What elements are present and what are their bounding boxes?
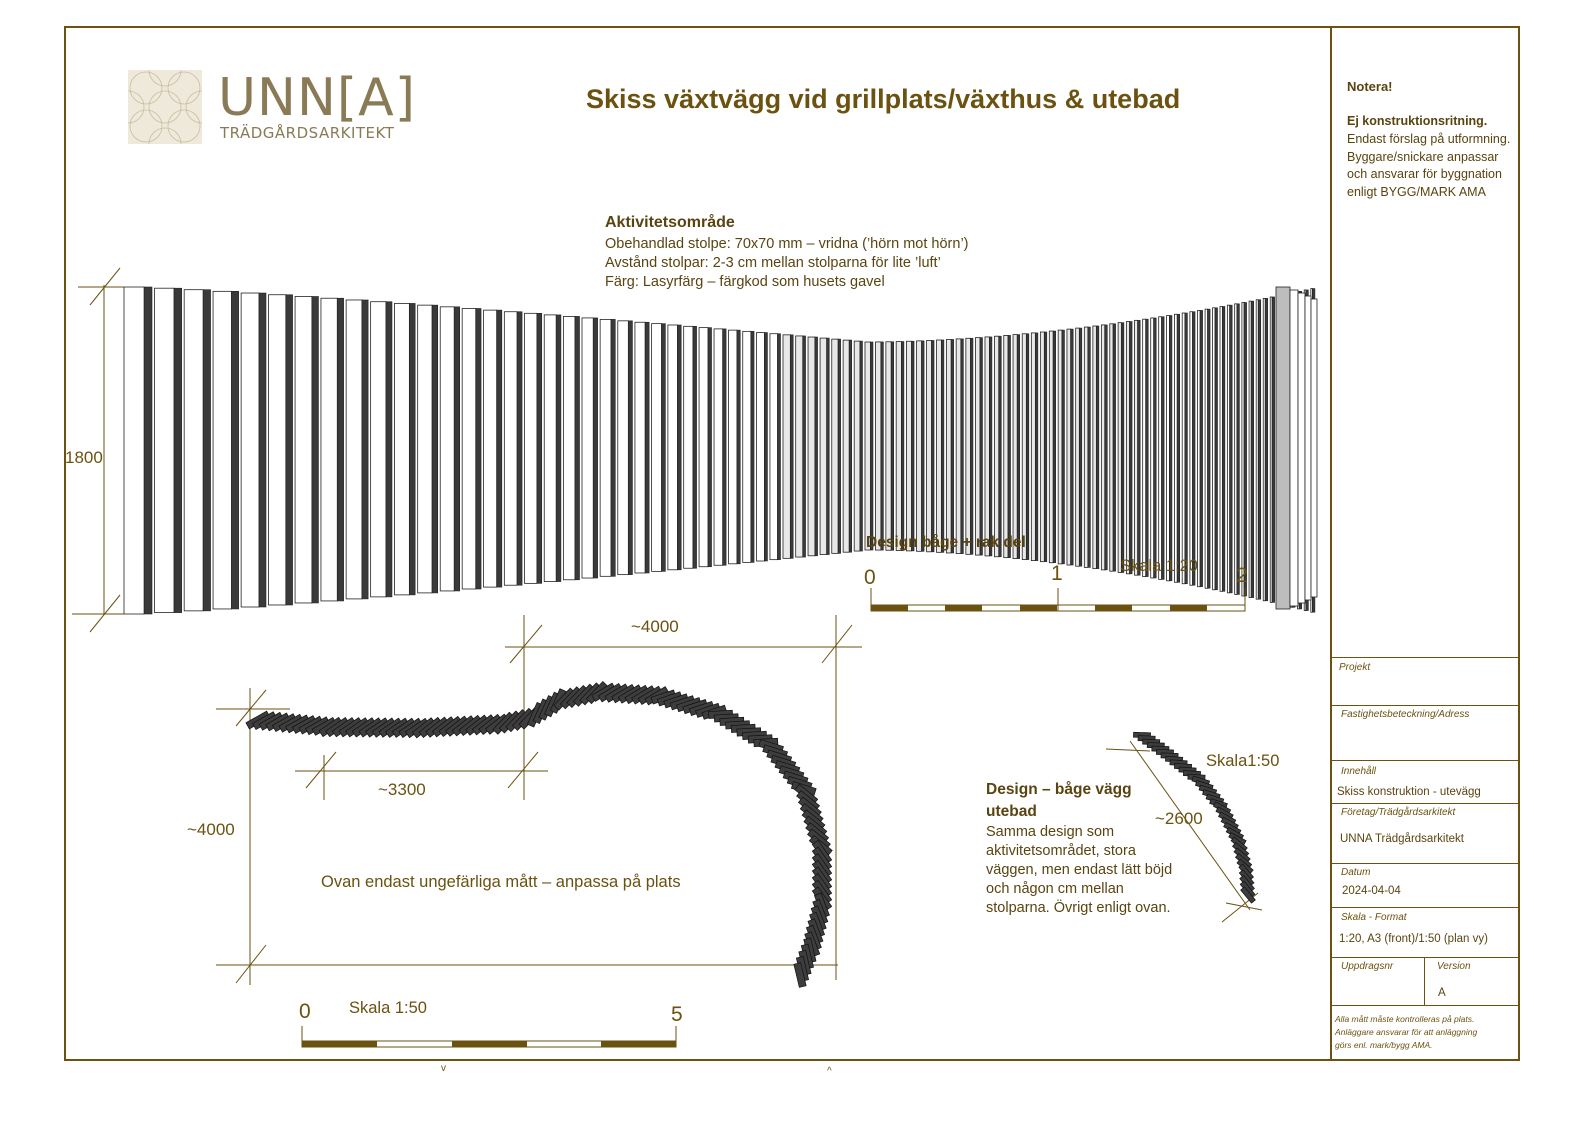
front-post-side bbox=[476, 308, 481, 589]
front-post-side bbox=[951, 339, 954, 552]
front-post-face bbox=[1159, 317, 1162, 580]
front-post-face bbox=[1213, 308, 1215, 590]
front-post-side bbox=[1017, 335, 1020, 559]
front-post-face bbox=[1190, 312, 1193, 585]
front-post-face bbox=[440, 307, 454, 591]
front-post-side bbox=[891, 342, 894, 550]
front-post-side bbox=[286, 295, 293, 605]
tb-version-label: Version bbox=[1437, 961, 1471, 972]
tb-divider bbox=[1332, 863, 1520, 864]
front-scale-tick: 2 bbox=[1236, 564, 1248, 587]
front-post-face bbox=[1167, 316, 1170, 581]
front-post-face bbox=[985, 337, 989, 556]
front-post-side bbox=[708, 328, 711, 567]
front-post-side bbox=[970, 338, 973, 554]
front-post-face bbox=[699, 328, 708, 567]
front-post-side bbox=[677, 325, 681, 570]
front-post-side bbox=[575, 316, 580, 579]
front-post-face bbox=[1220, 307, 1222, 592]
front-post-side bbox=[827, 338, 830, 554]
tb-version-divider bbox=[1424, 957, 1425, 1005]
front-post-face bbox=[582, 318, 593, 578]
front-post-face bbox=[1004, 335, 1008, 557]
front-post-side bbox=[1053, 331, 1056, 563]
logo-subtitle: TRÄDGÅRDSARKITEKT bbox=[220, 124, 395, 142]
front-post-face bbox=[906, 341, 911, 551]
front-post-face bbox=[770, 334, 778, 560]
front-post-side bbox=[1265, 298, 1268, 600]
front-post-face bbox=[1058, 330, 1062, 564]
front-post-side bbox=[1244, 302, 1247, 596]
front-post-face bbox=[1049, 331, 1053, 563]
front-post-side bbox=[870, 342, 873, 550]
front-post-side bbox=[1121, 323, 1124, 573]
tb-divider bbox=[1332, 657, 1520, 658]
front-post-face bbox=[783, 335, 790, 559]
front-post-side bbox=[999, 336, 1002, 557]
front-post-face bbox=[1235, 304, 1237, 595]
front-post-side bbox=[662, 324, 666, 572]
front-post-side bbox=[556, 315, 561, 582]
front-post-face bbox=[975, 338, 980, 555]
front-end-post bbox=[1311, 299, 1317, 597]
front-post-side bbox=[259, 293, 266, 607]
front-post-side bbox=[1096, 326, 1099, 569]
plan-straight-label: ~3300 bbox=[378, 780, 426, 799]
front-post-face bbox=[1110, 324, 1113, 571]
front-post-face bbox=[1067, 329, 1071, 565]
front-post-side bbox=[174, 288, 182, 612]
front-post-side bbox=[1251, 301, 1254, 597]
front-post-face bbox=[462, 308, 476, 589]
tb-datum-value: 2024-04-04 bbox=[1342, 885, 1401, 897]
front-post-face bbox=[295, 296, 312, 602]
front-post-side bbox=[764, 333, 767, 561]
tb-foretag-label: Företag/Trädgårdsarkitekt bbox=[1341, 807, 1456, 818]
front-post-face bbox=[966, 338, 971, 554]
front-post-face bbox=[184, 290, 203, 611]
plan-scale-tick: 5 bbox=[671, 1003, 683, 1026]
front-post-side bbox=[1230, 305, 1233, 593]
front-post-face bbox=[946, 339, 951, 552]
bath-line: och någon cm mellan bbox=[986, 881, 1124, 897]
front-post-side bbox=[203, 290, 210, 611]
front-end-post bbox=[1276, 287, 1290, 609]
front-post-face bbox=[994, 336, 998, 557]
front-post-side bbox=[723, 329, 726, 565]
front-post-face bbox=[1135, 320, 1138, 575]
front-post-side bbox=[1035, 333, 1038, 561]
activity-heading: Aktivitetsområde bbox=[605, 214, 735, 231]
front-post-side bbox=[693, 326, 697, 568]
plan-depth-label: ~4000 bbox=[187, 820, 235, 839]
front-post-side bbox=[362, 300, 368, 599]
front-post-face bbox=[757, 333, 765, 561]
front-scale-bar bbox=[871, 588, 1245, 611]
front-post-side bbox=[497, 310, 502, 587]
bath-heading: utebad bbox=[986, 803, 1037, 820]
tb-divider bbox=[1332, 760, 1520, 761]
front-post-side bbox=[1154, 318, 1157, 578]
front-post-face bbox=[886, 342, 891, 550]
front-post-face bbox=[1242, 302, 1244, 596]
front-scale-tick: 0 bbox=[864, 566, 876, 589]
front-post-face bbox=[1198, 310, 1201, 586]
bath-heading: Design – båge vägg bbox=[986, 781, 1132, 798]
tb-divider bbox=[1332, 705, 1520, 706]
tb-divider bbox=[1332, 957, 1520, 958]
front-post-side bbox=[1237, 304, 1240, 595]
front-post-side bbox=[1088, 327, 1091, 567]
bath-line: väggen, men endast lätt böjd bbox=[986, 862, 1173, 878]
front-post-face bbox=[1126, 322, 1129, 574]
plan-scale-bar bbox=[302, 1026, 676, 1047]
front-post-face bbox=[371, 302, 386, 597]
front-post-face bbox=[1143, 319, 1146, 576]
tb-divider bbox=[1332, 907, 1520, 908]
front-post-face bbox=[563, 316, 575, 579]
front-post-side bbox=[989, 337, 992, 556]
plan-posts bbox=[246, 682, 832, 988]
front-post-face bbox=[155, 288, 175, 612]
tb-fastighet-label: Fastighetsbeteckning/Adress bbox=[1341, 709, 1470, 720]
front-post-side bbox=[1071, 329, 1074, 565]
front-post-side bbox=[901, 342, 904, 551]
front-post-face bbox=[346, 300, 362, 599]
tb-innehall-label: Innehåll bbox=[1341, 766, 1377, 777]
front-post-face bbox=[600, 319, 611, 576]
front-post-face bbox=[865, 342, 870, 550]
front-post-side bbox=[1222, 307, 1225, 592]
front-post-side bbox=[537, 313, 542, 583]
bath-line: stolparna. Övrigt enligt ovan. bbox=[986, 900, 1171, 916]
note-line: Endast förslag på utformning. bbox=[1347, 132, 1511, 146]
front-post-side bbox=[932, 340, 935, 551]
front-post-face bbox=[268, 295, 285, 605]
tb-divider bbox=[1332, 1005, 1520, 1006]
tb-innehall-value: Skiss konstruktion - utevägg bbox=[1337, 786, 1481, 798]
front-post-side bbox=[815, 337, 818, 556]
tb-footnote-line: görs enl. mark/bygg AMA. bbox=[1335, 1040, 1433, 1050]
front-post-side bbox=[454, 307, 459, 591]
front-post-face bbox=[937, 340, 942, 552]
front-post-face bbox=[832, 339, 838, 553]
front-post-face bbox=[1093, 326, 1096, 569]
tb-divider bbox=[1332, 803, 1520, 804]
front-post-face bbox=[875, 342, 880, 550]
front-post-face bbox=[743, 331, 751, 562]
plan-dimensions bbox=[216, 615, 862, 985]
front-post-side bbox=[1044, 332, 1047, 562]
front-post-side bbox=[922, 341, 925, 551]
tb-foretag-value: UNNA Trädgårdsarkitekt bbox=[1340, 833, 1464, 845]
front-post-side bbox=[912, 341, 915, 551]
front-post-face bbox=[1040, 332, 1044, 562]
front-post-side bbox=[737, 330, 740, 564]
front-post-face bbox=[484, 310, 497, 587]
front-post-side bbox=[961, 339, 964, 554]
front-post-face bbox=[843, 340, 849, 552]
front-post-side bbox=[1162, 317, 1165, 580]
mark-bottom-right: ^ bbox=[827, 1066, 832, 1077]
mark-bottom-left: v bbox=[441, 1063, 446, 1074]
front-post-face bbox=[418, 305, 432, 593]
bath-scale-label: Skala1:50 bbox=[1206, 752, 1280, 770]
activity-line: Färg: Lasyrfärg – färgkod som husets gavel bbox=[605, 274, 885, 290]
front-post-face bbox=[544, 315, 556, 582]
tb-footnote-line: Anläggare ansvarar för att anläggning bbox=[1335, 1027, 1478, 1037]
front-post-face bbox=[652, 324, 662, 572]
front-post-side bbox=[611, 319, 615, 576]
bath-line: aktivitetsområdet, stora bbox=[986, 843, 1136, 859]
front-post-side bbox=[1272, 297, 1275, 602]
height-label: 1800 bbox=[65, 448, 103, 467]
front-post-side bbox=[1185, 313, 1188, 584]
front-post-side bbox=[778, 334, 781, 560]
plan-width-label: ~4000 bbox=[631, 617, 679, 636]
tb-datum-label: Datum bbox=[1341, 867, 1371, 878]
front-post-side bbox=[1146, 319, 1149, 576]
front-post-face bbox=[394, 303, 409, 594]
note-heading: Notera! bbox=[1347, 79, 1393, 94]
front-post-face bbox=[956, 339, 961, 554]
front-post-face bbox=[808, 337, 815, 556]
front-post-side bbox=[1105, 325, 1108, 570]
front-post-face bbox=[714, 329, 723, 565]
front-end-post bbox=[1290, 290, 1298, 606]
plan-note: Ovan endast ungefärliga mått – anpassa på plats bbox=[321, 873, 681, 891]
front-post-side bbox=[645, 322, 649, 573]
front-post-side bbox=[751, 331, 754, 562]
tb-footnote-line: Alla mått måste kontrolleras på plats. bbox=[1335, 1014, 1475, 1024]
activity-line: Obehandlad stolpe: 70x70 mm – vridna (’hörn mot hörn’) bbox=[605, 236, 969, 252]
front-post-side bbox=[849, 340, 852, 552]
front-post-face bbox=[1174, 314, 1177, 582]
front-end-post bbox=[1305, 296, 1311, 600]
front-post-side bbox=[1258, 300, 1261, 599]
front-post-side bbox=[409, 303, 415, 594]
front-post-side bbox=[312, 296, 319, 602]
plan-scale-tick: 0 bbox=[299, 1000, 311, 1023]
front-post-face bbox=[213, 291, 231, 609]
front-post-face bbox=[1227, 305, 1229, 593]
front-post-side bbox=[1026, 334, 1029, 560]
front-post-side bbox=[628, 321, 632, 575]
page-title: Skiss växtvägg vid grillplats/växthus & utebad bbox=[586, 84, 1181, 114]
front-post-face bbox=[124, 287, 144, 614]
front-post-side bbox=[144, 287, 152, 614]
front-post-face bbox=[1256, 300, 1258, 599]
front-post-face bbox=[917, 341, 922, 551]
bath-line: Samma design som bbox=[986, 824, 1115, 840]
front-post-face bbox=[1013, 335, 1017, 559]
note-line: och ansvarar för byggnation bbox=[1347, 167, 1502, 181]
front-scale-label: Skala 1:20 bbox=[1120, 557, 1198, 575]
note-line: Byggare/snickare anpassar bbox=[1347, 150, 1499, 164]
activity-line: Avstånd stolpar: 2-3 cm mellan stolparna för lite ’luft’ bbox=[605, 255, 941, 271]
front-post-side bbox=[1079, 328, 1082, 566]
note-line: enligt BYGG/MARK AMA bbox=[1347, 185, 1486, 199]
front-post-face bbox=[1076, 328, 1080, 566]
front-post-face bbox=[729, 330, 737, 564]
front-scale-tick: 1 bbox=[1051, 562, 1063, 585]
front-post-face bbox=[1249, 301, 1251, 597]
front-post-face bbox=[1084, 327, 1088, 567]
front-post-face bbox=[1031, 333, 1035, 561]
front-post-side bbox=[1200, 310, 1203, 586]
front-post-side bbox=[432, 305, 438, 593]
front-post-face bbox=[1101, 325, 1104, 570]
front-post-side bbox=[941, 340, 944, 552]
front-post-side bbox=[1208, 309, 1211, 588]
note-bold-line: Ej konstruktionsritning. bbox=[1347, 114, 1488, 128]
front-post-face bbox=[1118, 323, 1121, 573]
front-post-side bbox=[1113, 324, 1116, 571]
front-post-side bbox=[1062, 330, 1065, 564]
front-post-face bbox=[927, 340, 932, 551]
front-post-face bbox=[321, 298, 337, 601]
front-post-face bbox=[635, 322, 645, 573]
design-label: Design båge + rak del bbox=[866, 534, 1026, 551]
front-post-face bbox=[1182, 313, 1185, 584]
front-post-face bbox=[668, 325, 678, 570]
bath-length-label: ~2600 bbox=[1155, 809, 1203, 828]
front-post-side bbox=[593, 318, 597, 578]
front-post-face bbox=[618, 321, 629, 575]
front-post-face bbox=[1022, 334, 1026, 560]
front-post-face bbox=[896, 342, 901, 551]
front-post-side bbox=[790, 335, 793, 559]
front-post-face bbox=[684, 326, 693, 568]
front-post-side bbox=[337, 298, 343, 601]
tb-skala-value: 1:20, A3 (front)/1:50 (plan vy) bbox=[1339, 933, 1488, 945]
front-post-side bbox=[881, 342, 884, 550]
front-post-side bbox=[860, 341, 863, 551]
front-post-side bbox=[1193, 312, 1196, 585]
front-post-face bbox=[1205, 309, 1207, 588]
front-post-face bbox=[241, 293, 259, 607]
front-post-face bbox=[854, 341, 860, 551]
tb-uppdrag-label: Uppdragsnr bbox=[1341, 961, 1394, 972]
front-post-face bbox=[796, 336, 803, 557]
front-post-side bbox=[1138, 320, 1141, 575]
front-post-side bbox=[1177, 314, 1180, 582]
front-post-side bbox=[386, 302, 392, 597]
front-post-face bbox=[820, 338, 827, 554]
logo-brand: UNN[A] bbox=[218, 68, 417, 128]
front-post-side bbox=[231, 291, 238, 609]
plan-scale-label: Skala 1:50 bbox=[349, 999, 427, 1017]
front-post-side bbox=[1008, 335, 1011, 557]
front-post-side bbox=[838, 339, 841, 553]
front-post-face bbox=[1151, 318, 1154, 578]
front-post-side bbox=[517, 312, 522, 585]
front-post-side bbox=[1169, 316, 1172, 581]
front-post-side bbox=[1130, 322, 1133, 574]
front-post-side bbox=[980, 338, 983, 555]
tb-version-value: A bbox=[1438, 987, 1446, 999]
front-post-face bbox=[525, 313, 537, 583]
tb-skala-label: Skala - Format bbox=[1341, 912, 1407, 923]
front-post-side bbox=[1215, 308, 1218, 590]
front-post-side bbox=[803, 336, 806, 557]
front-end-post bbox=[1298, 293, 1305, 603]
tb-projekt-label: Projekt bbox=[1339, 662, 1371, 673]
front-post-face bbox=[504, 312, 517, 585]
